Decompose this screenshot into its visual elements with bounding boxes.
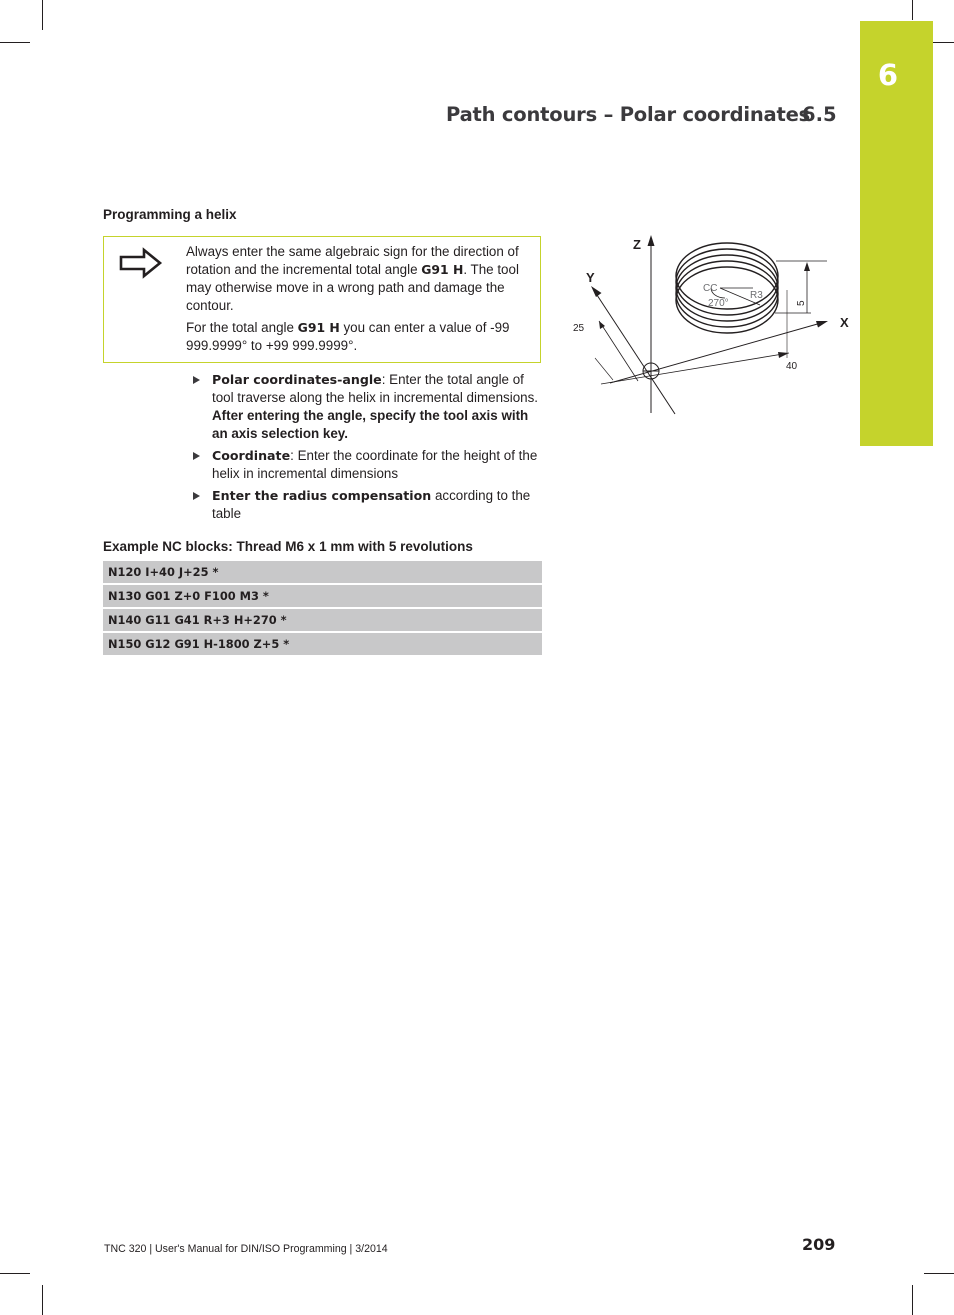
note-code: G91 H	[297, 320, 340, 335]
nc-block-table	[103, 561, 542, 657]
dimension-x: 40	[786, 361, 798, 372]
label-cc: CC	[703, 283, 718, 294]
section-heading: Programming a helix	[103, 207, 237, 222]
section-number: 6.5	[802, 103, 837, 126]
step-item	[193, 447, 541, 483]
helix-diagram	[565, 228, 855, 420]
step-text: : Enter the total angle of tool traverse along the helix in incremental dimensions.	[212, 372, 539, 405]
crop-mark	[0, 1273, 30, 1274]
step-item	[193, 371, 541, 443]
note-text: Always enter the same algebraic sign for the direction of rotation and the incremental total angle	[186, 244, 519, 277]
step-label: Coordinate	[212, 448, 291, 463]
step-label: Enter the radius compensation	[212, 488, 432, 503]
note-code: G91 H	[421, 262, 464, 277]
table-row: N130 G01 Z+0 F100 M3 *	[103, 585, 542, 607]
dimension-height: 5	[796, 300, 807, 306]
table-row: N140 G11 G41 R+3 H+270 *	[103, 609, 542, 631]
step-list	[193, 371, 541, 527]
section-title: Path contours – Polar coordinates	[446, 103, 811, 126]
note-paragraph-1	[186, 243, 531, 315]
step-item	[193, 487, 541, 523]
crop-mark	[42, 0, 43, 30]
dimension-y: 25	[573, 323, 585, 334]
footer-text: TNC 320 | User's Manual for DIN/ISO Programming | 3/2014	[104, 1243, 388, 1255]
axis-label-y: Y	[586, 270, 595, 285]
crop-mark	[42, 1285, 43, 1315]
chapter-number: 6	[877, 58, 899, 92]
crop-mark	[912, 1285, 913, 1315]
step-text: : Enter the coordinate for the height of the helix in incremental dimensions	[212, 448, 538, 481]
step-label: Polar coordinates-angle	[212, 372, 382, 387]
label-radius: R3	[750, 290, 763, 301]
page-number: 209	[802, 1235, 836, 1254]
step-emphasis: After entering the angle, specify the tool axis with an axis selection key.	[212, 408, 529, 441]
bullet-triangle-icon	[193, 452, 200, 460]
note-text: For the total angle	[186, 320, 298, 335]
label-angle: 270°	[708, 298, 729, 309]
crop-mark	[0, 42, 30, 43]
axis-label-z: Z	[633, 237, 641, 252]
example-heading: Example NC blocks: Thread M6 x 1 mm with 5 revolutions	[103, 539, 473, 554]
axis-label-x: X	[840, 315, 849, 330]
note-paragraph-2	[186, 319, 531, 355]
note-text: you can enter a value of -99 999.9999° to +99 999.9999°.	[186, 320, 510, 353]
bullet-triangle-icon	[193, 492, 200, 500]
crop-mark	[924, 1273, 954, 1274]
arrow-right-outline-icon	[118, 246, 164, 280]
step-text: according to the table	[212, 488, 531, 521]
table-row: N120 I+40 J+25 *	[103, 561, 542, 583]
bullet-triangle-icon	[193, 376, 200, 384]
note-text: . The tool may otherwise move in a wrong path and damage the contour.	[186, 262, 519, 313]
table-row: N150 G12 G91 H-1800 Z+5 *	[103, 633, 542, 655]
crop-mark	[912, 0, 913, 20]
